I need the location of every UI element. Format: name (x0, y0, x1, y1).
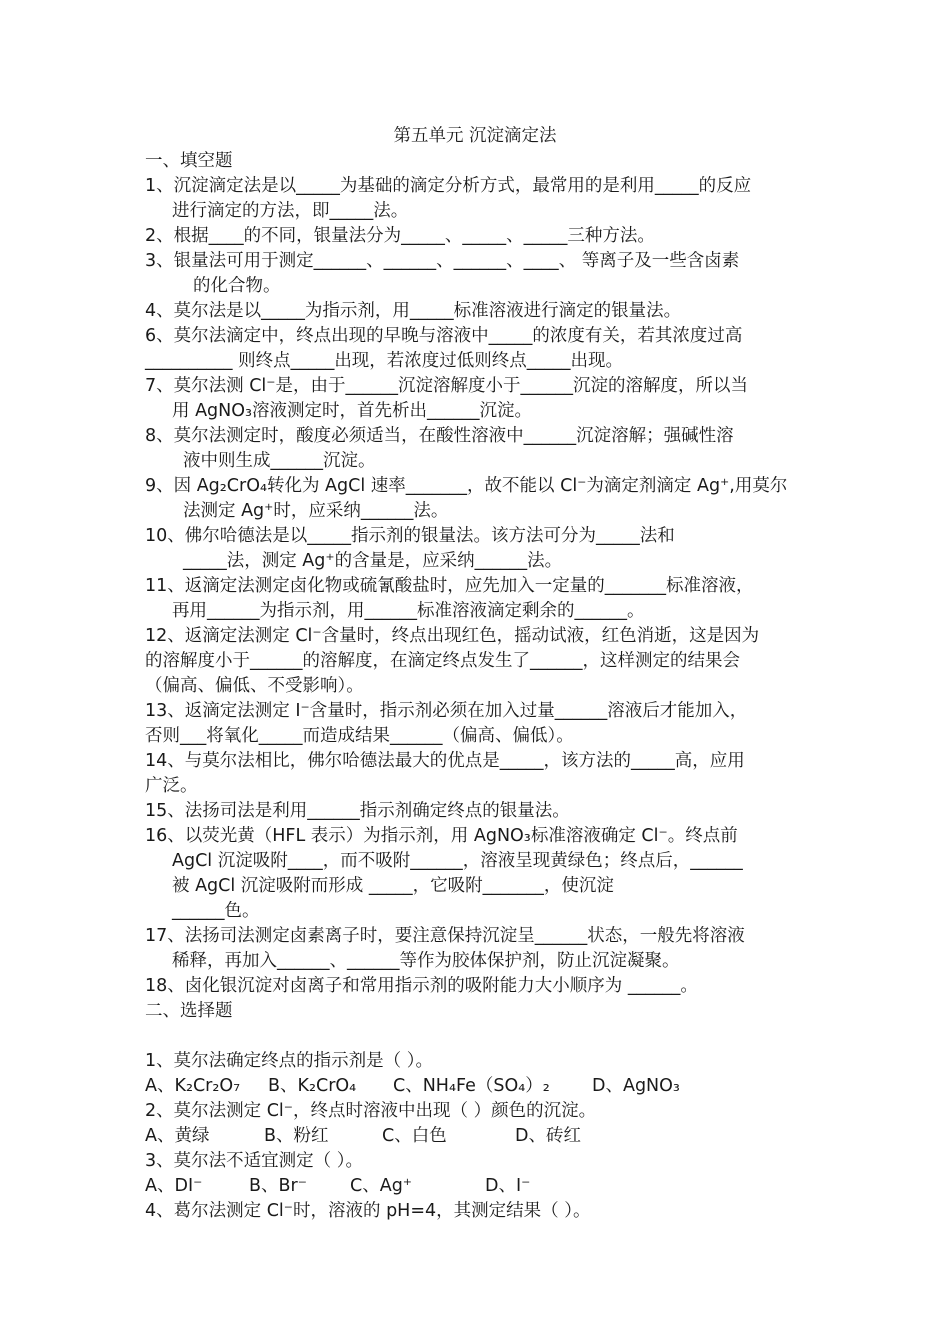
text-line: 的化合物。 (193, 276, 281, 296)
option-item: A、DI⁻ (145, 1176, 203, 1196)
text-line: 二、选择题 (145, 1001, 233, 1021)
text-line: 3、莫尔法不适宜测定（ ）。 (145, 1151, 363, 1171)
text-line: 4、葛尔法测定 Cl⁻时，溶液的 pH=4，其测定结果（ ）。 (145, 1201, 591, 1221)
text-line: 1、沉淀滴定法是以_____为基础的滴定分析方式，最常用的是利用_____的反应 (145, 176, 752, 196)
option-item: D、AgNO₃ (592, 1076, 680, 1096)
text-line: 进行滴定的方法，即_____法。 (172, 201, 409, 221)
text-line: AgCl 沉淀吸附____，而不吸附______，溶液呈现黄绿色；终点后，______ (172, 851, 743, 871)
text-line: 12、返滴定法测定 Cl⁻含量时，终点出现红色，摇动试液，红色消逝，这是因为 (145, 626, 760, 646)
option-item: B、K₂CrO₄ (268, 1076, 357, 1096)
text-line: 2、根据____的不同，银量法分为_____、_____、_____三种方法。 (145, 226, 655, 246)
text-line: 法测定 Ag⁺时，应采纳______法。 (183, 501, 449, 521)
text-line: 的溶解度小于______的溶解度，在滴定终点发生了______，这样测定的结果会 (145, 651, 740, 671)
text-line: 再用______为指示剂，用______标准溶液滴定剩余的______。 (172, 601, 645, 621)
text-line: 10、佛尔哈德法是以_____指示剂的银量法。该方法可分为_____法和 (145, 526, 675, 546)
text-line: 1、莫尔法确定终点的指示剂是（ ）。 (145, 1051, 433, 1071)
option-item: D、砖红 (515, 1126, 581, 1146)
option-item: C、Ag⁺ (350, 1176, 413, 1196)
page-title: 第五单元 沉淀滴定法 (393, 126, 557, 146)
text-line: 17、法扬司法测定卤素离子时，要注意保持沉淀呈______状态，一般先将溶液 (145, 926, 745, 946)
text-line: 16、以荧光黄（HFL 表示）为指示剂，用 AgNO₃标准溶液确定 Cl⁻。终点前 (145, 826, 738, 846)
text-line: 3、银量法可用于测定______、______、______、____、 等离子及一些含卤素 (145, 251, 740, 271)
option-item: B、Br⁻ (249, 1176, 307, 1196)
text-line: 2、莫尔法测定 Cl⁻，终点时溶液中出现（ ）颜色的沉淀。 (145, 1101, 597, 1121)
text-line: 用 AgNO₃溶液测定时，首先析出______沉淀。 (172, 401, 533, 421)
text-line: 15、法扬司法是利用______指示剂确定终点的银量法。 (145, 801, 570, 821)
text-line: 6、莫尔法滴定中，终点出现的早晚与溶液中_____的浓度有关，若其浓度过高 (145, 326, 743, 346)
text-line: 4、莫尔法是以_____为指示剂，用_____标准溶液进行滴定的银量法。 (145, 301, 682, 321)
text-line: 18、卤化银沉淀对卤离子和常用指示剂的吸附能力大小顺序为 ______。 (145, 976, 698, 996)
option-item: C、NH₄Fe（SO₄）₂ (393, 1076, 550, 1096)
text-line: 11、返滴定法测定卤化物或硫氰酸盐时，应先加入一定量的_______标准溶液， (145, 576, 754, 596)
text-line: 稀释，再加入______、______等作为胶体保护剂，防止沉淀凝聚。 (172, 951, 680, 971)
text-line: 否则___将氧化_____而造成结果______（偏高、偏低）。 (145, 726, 574, 746)
option-item: A、黄绿 (145, 1126, 210, 1146)
option-item: B、粉红 (264, 1126, 329, 1146)
option-item: D、I⁻ (485, 1176, 531, 1196)
option-item: C、白色 (382, 1126, 447, 1146)
text-line: _____法，测定 Ag⁺的含量是，应采纳______法。 (183, 551, 563, 571)
text-line: （偏高、偏低、不受影响）。 (145, 676, 364, 696)
text-line: 液中则生成______沉淀。 (183, 451, 376, 471)
text-line: 14、与莫尔法相比，佛尔哈德法最大的优点是_____，该方法的_____高，应用 (145, 751, 745, 771)
text-line: 被 AgCl 沉淀吸附而形成 _____，它吸附_______，使沉淀 (172, 876, 614, 896)
text-line: 13、返滴定法测定 I⁻含量时，指示剂必须在加入过量______溶液后才能加入， (145, 701, 748, 721)
option-item: A、K₂Cr₂O₇ (145, 1076, 241, 1096)
text-line: 8、莫尔法测定时，酸度必须适当，在酸性溶液中______沉淀溶解；强碱性溶 (145, 426, 734, 446)
text-line: 一、填空题 (145, 151, 233, 171)
text-line: 7、莫尔法测 Cl⁻是，由于______沉淀溶解度小于______沉淀的溶解度，所以当 (145, 376, 749, 396)
text-line: 9、因 Ag₂CrO₄转化为 AgCl 速率_______，故不能以 Cl⁻为滴定剂滴定 Ag⁺,用莫尔 (145, 476, 788, 496)
text-line: __________ 则终点_____出现，若浓度过低则终点_____出现。 (145, 351, 624, 371)
text-line: ______色。 (172, 901, 260, 921)
text-line: 广泛。 (145, 776, 198, 796)
